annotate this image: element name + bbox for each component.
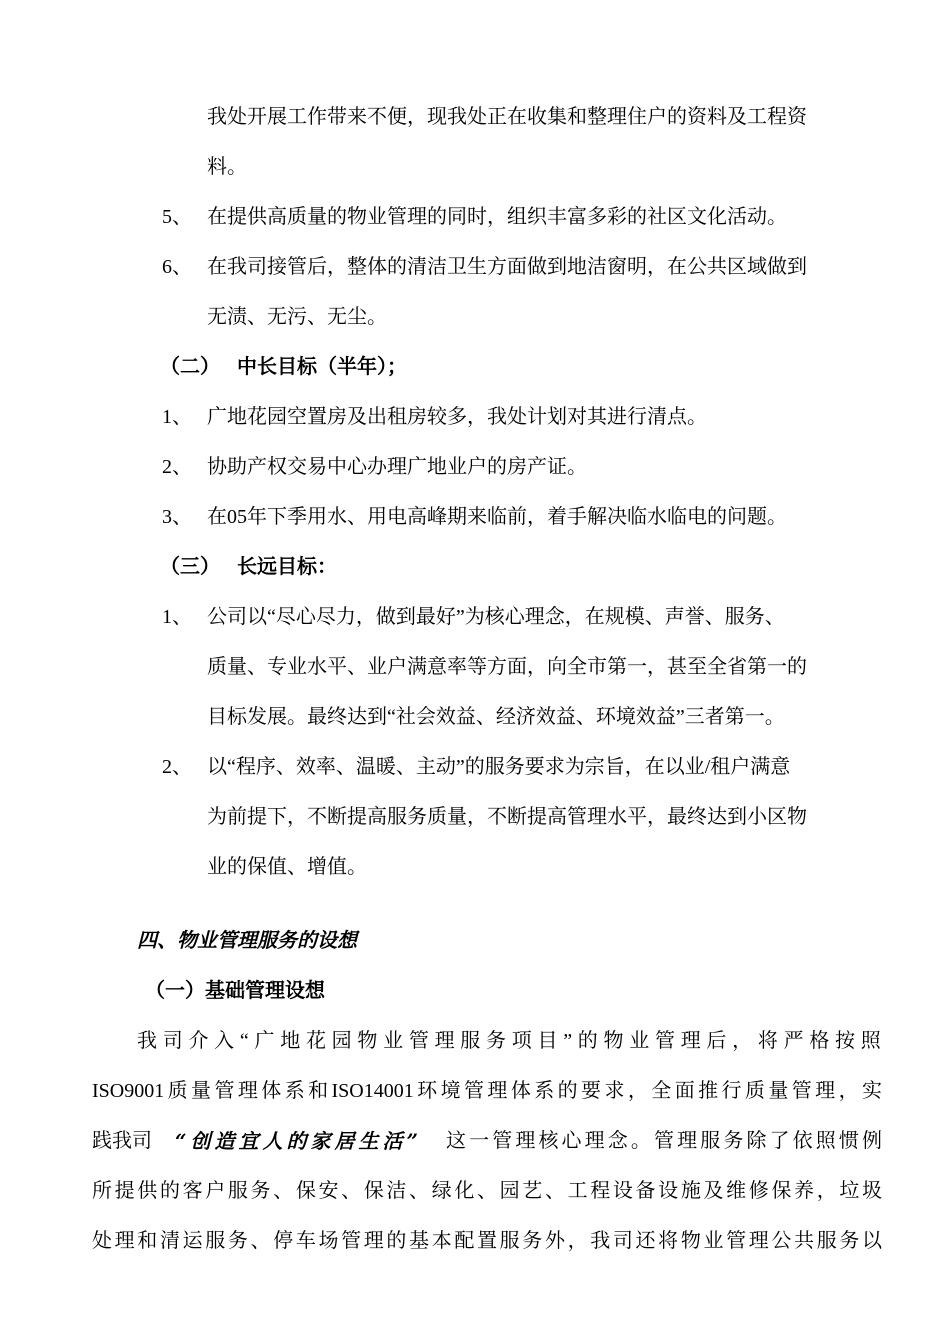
- paragraph-line: 处理和清运服务、停车场管理的基本配置服务外，我司还将物业管理公共服务以: [92, 1230, 882, 1252]
- list-number: 1、: [162, 406, 192, 428]
- section-title: 中长目标（半年）；: [237, 356, 407, 378]
- list-item-text: 协助产权交易中心办理广地业户的房产证。: [207, 456, 587, 478]
- list-number: 5、: [162, 206, 192, 228]
- list-item-text: 质量、专业水平、业户满意率等方面，向全市第一，甚至全省第一的: [207, 656, 807, 678]
- list-item-text: 在05年下季用水、用电高峰期来临前，着手解决临水临电的问题。: [207, 506, 787, 528]
- section-label: （三）: [160, 556, 220, 578]
- paragraph-line: 所提供的客户服务、保安、保洁、绿化、园艺、工程设备设施及维修保养，垃圾: [92, 1180, 882, 1202]
- list-item-text: 目标发展。最终达到“社会效益、经济效益、环境效益”三者第一。: [207, 706, 785, 728]
- subsection-heading: （一）基础管理设想: [145, 980, 325, 1002]
- list-number: 2、: [162, 456, 192, 478]
- item4-line-2: 料。: [207, 156, 247, 178]
- item4-line-1: 我处开展工作带来不便，现我处正在收集和整理住户的资料及工程资: [207, 106, 807, 128]
- list-item-text: 在我司接管后，整体的清洁卫生方面做到地洁窗明，在公共区域做到: [207, 256, 807, 278]
- list-number: 1、: [162, 606, 192, 628]
- paragraph-line: ISO9001质量管理体系和ISO14001环境管理体系的要求，全面推行质量管理，实: [92, 1080, 882, 1102]
- paragraph-line-start: 践我司: [92, 1130, 152, 1152]
- list-item-text: 无渍、无污、无尘。: [207, 306, 387, 328]
- list-item-text: 以“程序、效率、温暖、主动”的服务要求为宗旨，在以业/租户满意: [207, 756, 791, 778]
- paragraph-line: 我司介入“广地花园物业管理服务项目”的物业管理后，将严格按照: [137, 1030, 882, 1052]
- list-number: 2、: [162, 756, 192, 778]
- paragraph-line-end: 这一管理核心理念。管理服务除了依照惯例: [446, 1130, 882, 1152]
- list-item-text: 在提供高质量的物业管理的同时，组织丰富多彩的社区文化活动。: [207, 206, 787, 228]
- list-item-text: 公司以“尽心尽力，做到最好”为核心理念，在规模、声誉、服务、: [207, 606, 785, 628]
- section-label: （二）: [160, 356, 220, 378]
- section-title: 长远目标：: [237, 556, 337, 578]
- list-number: 6、: [162, 256, 192, 278]
- list-number: 3、: [162, 506, 192, 528]
- list-item-text: 为前提下，不断提高服务质量，不断提高管理水平，最终达到小区物: [207, 806, 807, 828]
- company-slogan: “创造宜人的家居生活”: [175, 1129, 423, 1153]
- list-item-text: 业的保值、增值。: [207, 856, 367, 878]
- list-item-text: 广地花园空置房及出租房较多，我处计划对其进行清点。: [207, 406, 707, 428]
- chapter-heading: 四、物业管理服务的设想: [137, 930, 357, 952]
